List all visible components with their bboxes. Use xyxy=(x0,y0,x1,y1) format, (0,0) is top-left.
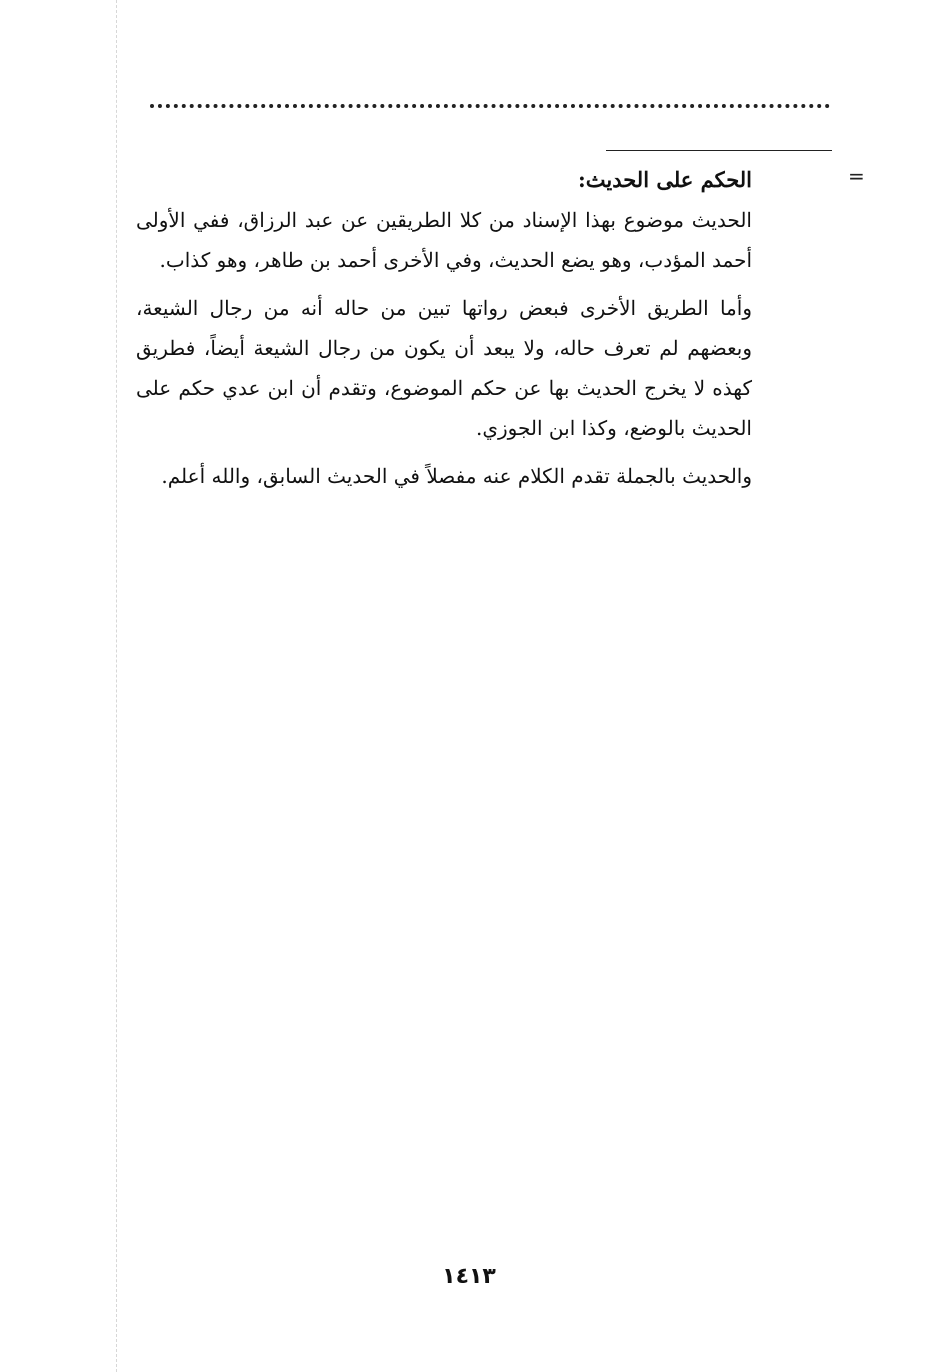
section-heading: الحكم على الحديث: xyxy=(578,167,752,192)
paragraph-2: وأما الطريق الأخرى فبعض رواتها تبين من حاله أنه من رجال الشيعة، وبعضهم لم تعرف حاله، ولا يبعد أن يكون من رجال الشيعة أيضاً، فطريق كهذه لا يخرج الحديث بها عن حكم الموضوع، وتقدم أن ابن عدي حكم على الحديث بالوضع، وكذا ابن الجوزي. xyxy=(136,296,752,440)
scan-edge-line xyxy=(116,0,117,1372)
heading-rule xyxy=(606,150,832,151)
page-number: ١٤١٣ xyxy=(442,1264,496,1289)
dotted-separator xyxy=(150,104,830,108)
continuation-mark: = xyxy=(848,164,865,188)
paragraph-1: الحديث موضوع بهذا الإسناد من كلا الطريقين عن عبد الرزاق، ففي الأولى أحمد المؤدب، وهو يضع الحديث، وفي الأخرى أحمد بن طاهر، وهو كذاب. xyxy=(136,208,752,272)
text-block xyxy=(136,160,752,504)
paragraph-3: والحديث بالجملة تقدم الكلام عنه مفصلاً في الحديث السابق، والله أعلم. xyxy=(161,464,752,488)
